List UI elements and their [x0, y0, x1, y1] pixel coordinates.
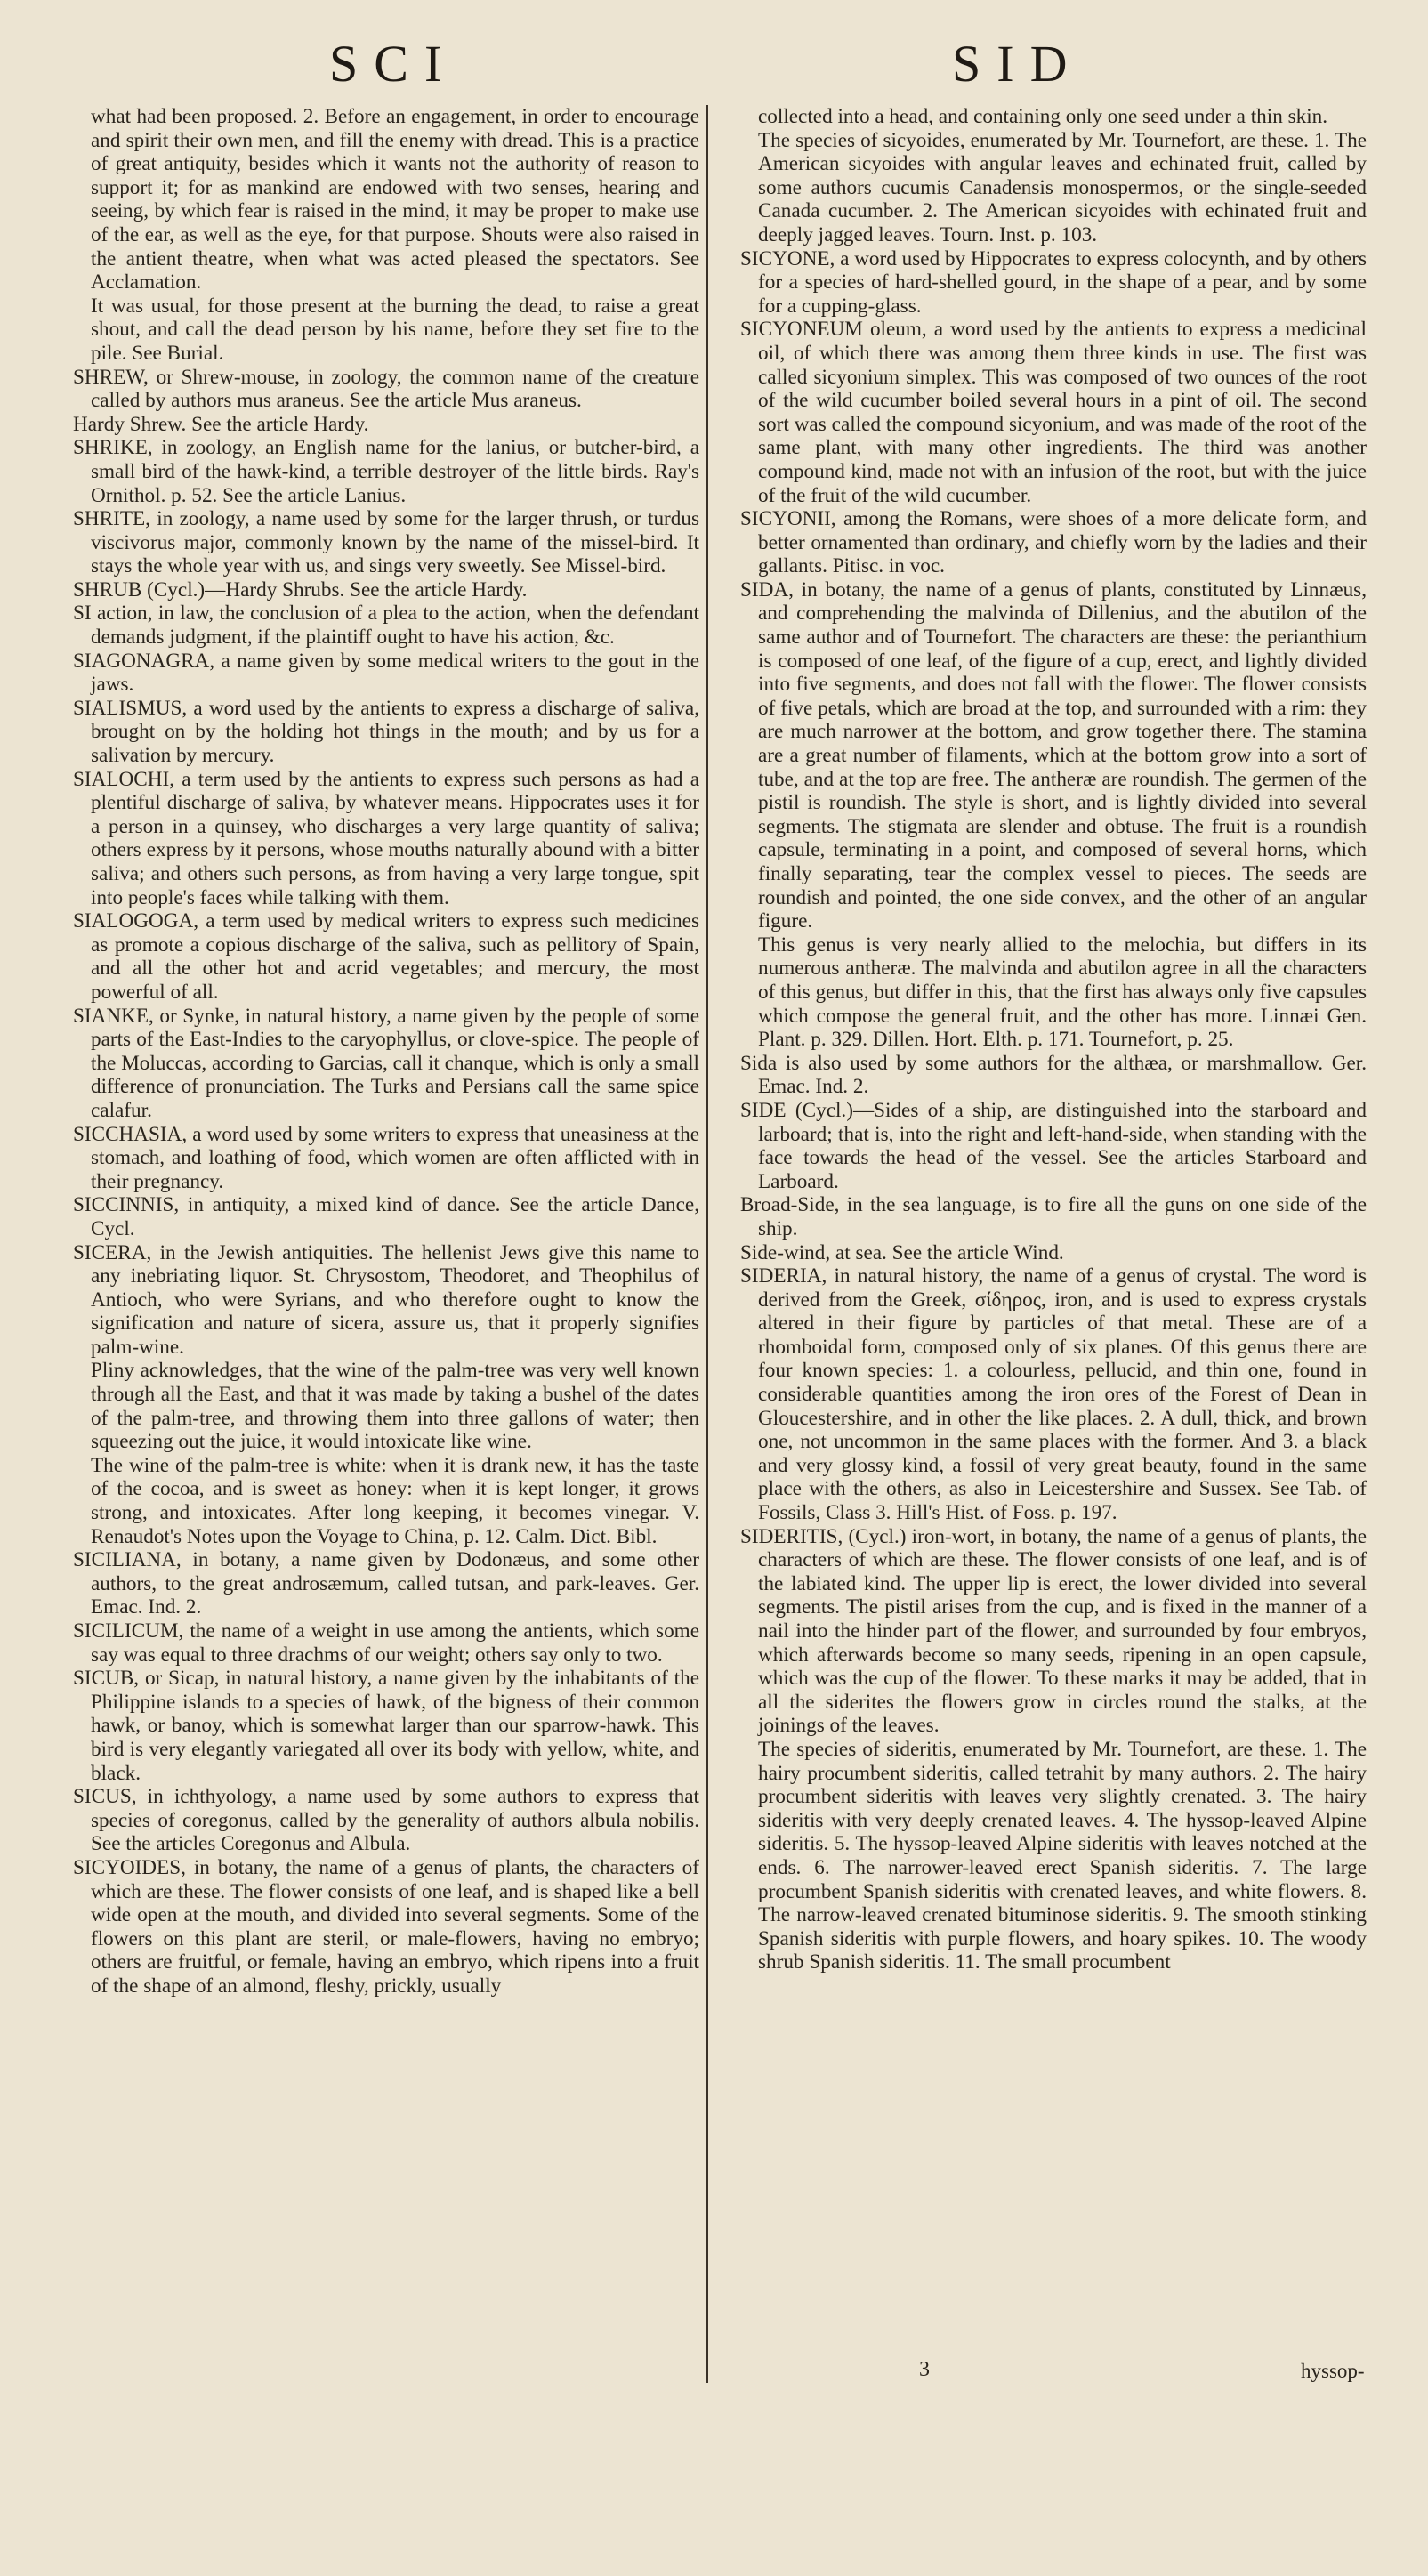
dictionary-entry: SICYONE, a word used by Hippocrates to express colocynth, and by others for a species of hard-shelled gourd, in the shape of a pear, and by some for a cupping-glass.: [740, 246, 1367, 318]
dictionary-entry: Broad-Side, in the sea language, is to fire all the guns on one side of the ship.: [740, 1193, 1367, 1240]
page-number: 3: [919, 2358, 930, 2381]
dictionary-entry: SICCINNIS, in antiquity, a mixed kind of dance. See the article Dance, Cycl.: [73, 1193, 699, 1240]
dictionary-entry: Sida is also used by some authors for the althæa, or marshmallow. Ger. Emac. Ind. 2.: [740, 1051, 1367, 1099]
dictionary-entry: SI action, in law, the conclusion of a plea to the action, when the defendant demands judgment, if the plaintiff ought to have his action, &c.: [73, 602, 699, 650]
dictionary-entry: what had been proposed. 2. Before an engagement, in order to encourage and spirit their own men, and fill the enemy with dread. This is a practice of great antiquity, besides which it wants not the authority of reason to support it; for as mankind are endowed with two senses, hearing and seeing, by which fear is raised in the mind, it may be proper to make use of the ear, as well as the eye, for that purpose. Shouts were also raised in the antient theatre, when what was acted pleased the spectators. See Acclamation.: [91, 105, 699, 295]
dictionary-entry: SICCHASIA, a word used by some writers to express that uneasiness at the stomach, and loathing of food, which women are often afflicted with in their pregnancy.: [73, 1122, 699, 1193]
header-right: SID: [952, 35, 1084, 93]
column-rule: [706, 105, 708, 2383]
dictionary-entry: SHRUB (Cycl.)—Hardy Shrubs. See the article Hardy.: [73, 577, 528, 602]
dictionary-entry: SIALOGOGA, a term used by medical writers to express such medicines as promote a copious discharge of the saliva, such as pellitory of Spain, and all the other hot and acrid vegetables; and mercury, the most powerful of all.: [73, 909, 699, 1004]
dictionary-entry: Hardy Shrew. See the article Hardy.: [73, 412, 369, 436]
left-column: [73, 105, 699, 1999]
right-column: [740, 105, 1367, 1974]
dictionary-entry: SICYONEUM oleum, a word used by the antients to express a medicinal oil, of which there was among them three kinds in use. The first was called sicyonium simplex. This was composed of two ounces of the root of the wild cucumber boiled several hours in a pint of oil. The second sort was called the compound sicyonium, and was made of the root of the same plant, with many other ingredients. The third was another compound kind, made not with an infusion of the root, but with the juice of the fruit of the wild cucumber.: [740, 318, 1367, 507]
dictionary-entry: Side-wind, at sea. See the article Wind.: [740, 1240, 1064, 1264]
dictionary-entry: SICUB, or Sicap, in natural history, a name given by the inhabitants of the Philippine islands to a species of hawk, of the bigness of their common hawk, or banoy, which is somewhat larger than our sparrow-hawk. This bird is very elegantly variegated all over its body with yellow, white, and black.: [73, 1667, 699, 1785]
catchword: hyssop-: [1301, 2360, 1365, 2382]
dictionary-entry: It was usual, for those present at the burning the dead, to raise a great shout, and call the dead person by his name, before they set fire to the pile. See Burial.: [91, 294, 699, 365]
dictionary-entry: SIANKE, or Synke, in natural history, a name given by the people of some parts of the East-Indies to the caryophyllus, or clove-spice. The people of the Moluccas, according to Garcias, call it chanque, which is only a small difference of pronunciation. The Turks and Persians call the same spice calafur.: [73, 1004, 699, 1122]
dictionary-entry: SICUS, in ichthyology, a name used by some authors to express that species of coregonus, called by the generality of authors albula nobilis. See the articles Coregonus and Albula.: [73, 1785, 699, 1856]
dictionary-entry: SIDE (Cycl.)—Sides of a ship, are distinguished into the starboard and larboard; that is, into the right and left-hand-side, when standing with the face towards the head of the vessel. See the articles Starboard and Larboard.: [740, 1098, 1367, 1193]
dictionary-entry: SHREW, or Shrew-mouse, in zoology, the common name of the creature called by authors mus araneus. See the article Mus araneus.: [73, 365, 699, 413]
dictionary-entry: SIDA, in botany, the name of a genus of plants, constituted by Linnæus, and comprehending the malvinda of Dillenius, and the abutilon of the same author and of Tournefort. The characters are these: the perianthium is composed of one leaf, of the figure of a cup, erect, and lightly divided into five segments, and does not fall with the flower. The flower consists of five petals, which are broad at the top, and surrounded with a rim: they are much narrower at the bottom, and grow together there. The stamina are a great number of filaments, which at the bottom grow into a sort of tube, and at the top are free. The antheræ are roundish. The germen of the pistil is roundish. The style is short, and is lightly divided into several segments. The stigmata are slender and obtuse. The fruit is a roundish capsule, terminating in a point, and composed of several horns, which finally separating, tear the complex vessel to pieces. The seeds are roundish and pointed, the one side convex, and the other of an angular figure.: [740, 577, 1367, 933]
dictionary-entry: SHRIKE, in zoology, an English name for the lanius, or butcher-bird, a small bird of the hawk-kind, a terrible destroyer of the little birds. Ray's Ornithol. p. 52. See the article Lanius.: [73, 436, 699, 507]
dictionary-entry: SIALISMUS, a word used by the antients to express a discharge of saliva, brought on by the holding hot things in the mouth; and by us for a salivation by mercury.: [73, 696, 699, 768]
dictionary-entry: collected into a head, and containing only one seed under a thin skin.: [758, 105, 1328, 128]
dictionary-entry: The wine of the palm-tree is white: when it is drank new, it has the taste of the cocoa, and is sweet as honey: when it is kept longer, it grows strong, and intoxicates. After long keeping, it becomes vinegar. V. Renaudot's Notes upon the Voyage to China, p. 12. Calm. Dict. Bibl.: [91, 1453, 699, 1548]
dictionary-entry: SIALOCHI, a term used by the antients to express such persons as had a plentiful discharge of saliva, by whatever means. Hippocrates uses it for a person in a quinsey, who discharges a very large quantity of saliva; others express by it persons, whose mouths naturally abound with a bitter saliva; and others such persons, as from having a very large tongue, spit into people's faces while talking with them.: [73, 767, 699, 909]
dictionary-entry: SICYONII, among the Romans, were shoes of a more delicate form, and better ornamented than ordinary, and chiefly worn by the ladies and their gallants. Pitisc. in voc.: [740, 507, 1367, 578]
dictionary-entry: SICYOIDES, in botany, the name of a genus of plants, the characters of which are these. The flower consists of one leaf, and is shaped like a bell wide open at the mouth, and divided into several segments. Some of the flowers on this plant are steril, or male-flowers, having no embryo; others are fruitful, or female, having an embryo, which ripens into a fruit of the shape of an almond, fleshy, prickly, usually: [73, 1855, 699, 1998]
header-left: SCI: [329, 35, 458, 93]
dictionary-entry: SIDERITIS, (Cycl.) iron-wort, in botany, the name of a genus of plants, the characters of which are these. The flower consists of one leaf, and is of the labiated kind. The upper lip is erect, the lower divided into several segments. The pistil arises from the cup, and is fixed in the manner of a nail into the hinder part of the flower, and surrounded by four embryos, which afterwards become so many seeds, ripening in an open capsule, which was the cup of the flower. To these marks it may be added, that in all the siderites the flowers grow in circles round the stalks, at the joinings of the leaves.: [740, 1524, 1367, 1738]
dictionary-entry: SIDERIA, in natural history, the name of a genus of crystal. The word is derived from the Greek, σίδηρος, iron, and is used to express crystals altered in their figure by particles of that metal. These are of a rhomboidal form, composed only of six planes. Of this genus there are four known species: 1. a colourless, pellucid, and thin one, found in considerable quantities among the iron ores of the Forest of Dean in Gloucestershire, and in other the like places. 2. A dull, thick, and brown one, not uncommon in the same places with the former. And 3. a black and very glossy kind, a fossil of very great beauty, found in the same place with the others, as also in Leicestershire and Sussex. See Tab. of Fossils, Class 3. Hill's Hist. of Foss. p. 197.: [740, 1264, 1367, 1525]
running-header: [0, 34, 1428, 96]
dictionary-entry: SICILICUM, the name of a weight in use among the antients, which some say was equal to three drachms of our weight; others say only to two.: [73, 1619, 699, 1667]
dictionary-entry: SHRITE, in zoology, a name used by some for the larger thrush, or turdus viscivorus major, commonly known by the name of the missel-bird. It stays the whole year with us, and sings very sweetly. See Missel-bird.: [73, 507, 699, 578]
dictionary-entry: SIAGONAGRA, a name given by some medical writers to the gout in the jaws.: [73, 649, 699, 697]
dictionary-entry: This genus is very nearly allied to the melochia, but differs in its numerous antheræ. The malvinda and abutilon agree in all the characters of this genus, but differ in this, that the first has always only five capsules which compose the general fruit, and the other has more. Linnæi Gen. Plant. p. 329. Dillen. Hort. Elth. p. 171. Tournefort, p. 25.: [758, 933, 1367, 1052]
dictionary-entry: Pliny acknowledges, that the wine of the palm-tree was very well known through all the East, and that it was made by taking a bushel of the dates of the palm-tree, and throwing them into three gallons of water; then squeezing out the juice, it would intoxicate like wine.: [91, 1359, 699, 1454]
dictionary-entry: The species of sicyoides, enumerated by Mr. Tournefort, are these. 1. The American sicyoides with angular leaves and echinated fruit, called by some authors cucumis Canadensis monospermos, or the single-seeded Canada cucumber. 2. The American sicyoides with echinated fruit and deeply jagged leaves. Tourn. Inst. p. 103.: [758, 128, 1367, 246]
dictionary-entry: The species of sideritis, enumerated by Mr. Tournefort, are these. 1. The hairy procumbent sideritis, called tetrahit by many authors. 2. The hairy procumbent sideritis with leaves very slightly crenated. 3. The hairy sideritis with very deeply crenated leaves. 4. The hyssop-leaved Alpine sideritis. 5. The hyssop-leaved Alpine sideritis with leaves notched at the ends. 6. The narrower-leaved erect Spanish sideritis. 7. The large procumbent Spanish sideritis with crenated leaves, and white flowers. 8. The narrow-leaved crenated bituminose sideritis. 9. The smooth stinking Spanish sideritis with purple flowers, and hoary spikes. 10. The woody shrub Spanish sideritis. 11. The small procumbent: [758, 1737, 1367, 1974]
dictionary-entry: SICERA, in the Jewish antiquities. The hellenist Jews give this name to any inebriating liquor. St. Chrysostom, Theodoret, and Theophilus of Antioch, who were Syrians, and who therefore ought to know the signification and nature of sicera, assure us, that it properly signifies palm-wine.: [73, 1240, 699, 1359]
dictionary-entry: SICILIANA, in botany, a name given by Dodonæus, and some other authors, to the great androsæmum, called tutsan, and park-leaves. Ger. Emac. Ind. 2.: [73, 1548, 699, 1619]
